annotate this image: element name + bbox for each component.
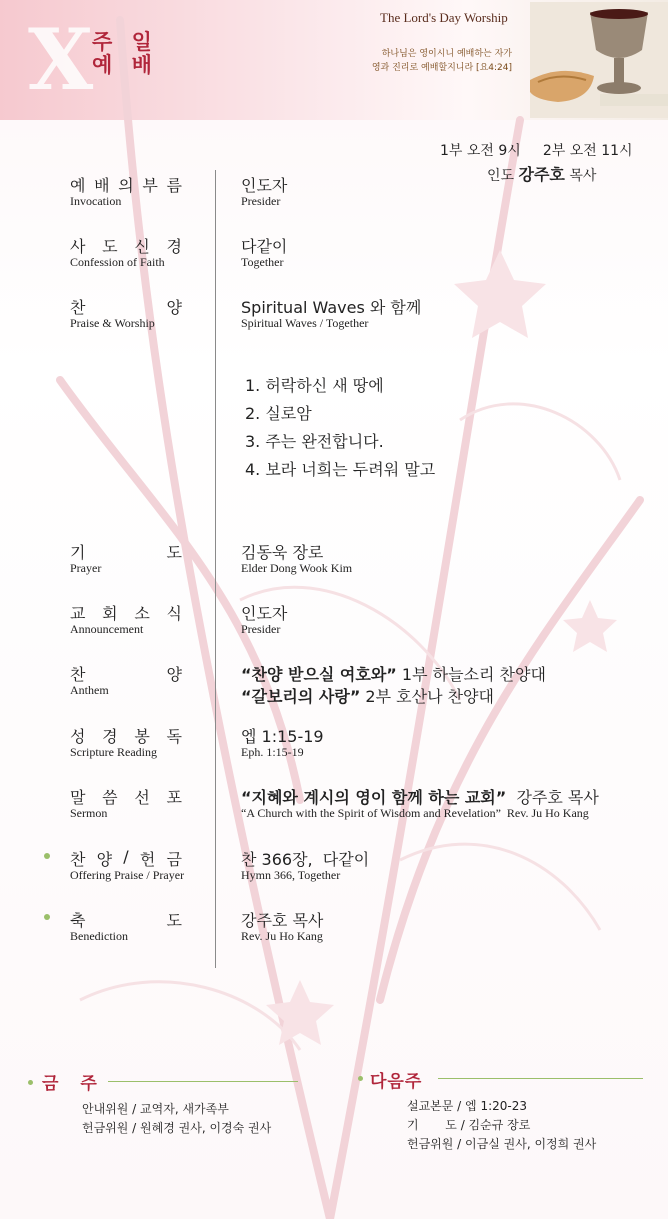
order-item-subdetail — [241, 194, 280, 209]
order-item-detail — [241, 785, 599, 808]
second-service-time: 2부 오전 11시 — [542, 143, 633, 159]
service-times — [440, 140, 655, 160]
subdetail-text: Elder Dong Wook Kim — [241, 561, 353, 575]
order-item-english-title: Invocation — [70, 194, 122, 208]
subdetail-text: Eph. 1:15-19 — [241, 745, 304, 759]
song-item: 3. 주는 완전합니다. — [245, 432, 384, 451]
order-item-korean-title — [70, 173, 182, 196]
title-character: 도 — [166, 911, 182, 930]
title-character: 도 — [102, 237, 118, 256]
order-item-korean-title — [70, 540, 182, 563]
service-leader — [487, 162, 596, 185]
detail-text: 강주호 목사 — [506, 788, 599, 807]
song-item: 2. 실로암 — [245, 404, 312, 423]
order-item-english-title: Benediction — [70, 929, 128, 943]
title-character: 양 — [166, 665, 182, 684]
detail-text: 인도자 — [241, 604, 288, 623]
order-divider-line — [215, 170, 216, 968]
title-character: 경 — [102, 727, 118, 746]
title-character: 축 — [70, 911, 86, 930]
next-week-title: 다음주 — [370, 1072, 423, 1092]
subdetail-text: Presider — [241, 194, 281, 208]
order-item-subdetail — [241, 316, 368, 331]
x-brush-mark: X — [28, 10, 94, 109]
order-item-subdetail — [241, 929, 323, 944]
subdetail-text: Presider — [241, 622, 281, 636]
detail-title-bold: “찬양 받으실 여호와” — [241, 665, 397, 684]
song-item: 4. 보라 너희는 두려워 말고 — [245, 460, 436, 479]
next-week-info — [407, 1097, 596, 1154]
title-character: 신 — [134, 237, 150, 256]
order-item-detail — [241, 540, 323, 563]
order-item-detail — [241, 847, 369, 870]
subdetail-text: Rev. Ju Ho Kang — [241, 929, 323, 943]
title-character: 배 — [94, 176, 110, 195]
title-character: 교 — [70, 604, 86, 623]
order-item-english-title: Prayer — [70, 561, 102, 575]
bullet-dot — [44, 853, 50, 859]
order-item-english-title: Anthem — [70, 683, 109, 697]
order-item-korean-title — [70, 295, 182, 318]
title-character: 름 — [166, 176, 182, 195]
title-character: 포 — [166, 788, 182, 807]
title-character: / — [123, 847, 129, 866]
detail-title-bold: “지혜와 계시의 영이 함께 하는 교회” — [241, 788, 507, 807]
order-item-korean-title — [70, 234, 182, 257]
detail-text: 김동욱 장로 — [241, 543, 324, 562]
title-character: 씀 — [102, 788, 118, 807]
next-week-bullet — [358, 1076, 363, 1081]
order-item-subdetail — [241, 745, 304, 760]
this-week-info — [82, 1100, 271, 1138]
praise-song-list — [245, 372, 435, 484]
ushers-line: 안내위원 / 교역자, 새가족부 — [82, 1102, 229, 1116]
detail-text: Spiritual Waves 와 함께 — [241, 298, 422, 317]
title-character: 경 — [166, 237, 182, 256]
detail-text: 찬 366장, 다같이 — [241, 850, 370, 869]
order-item-english-title: Scripture Reading — [70, 745, 157, 759]
order-item-detail — [241, 908, 323, 931]
title-character: 양 — [96, 850, 113, 869]
leader-prefix: 인도 — [487, 168, 515, 184]
title-character: 소 — [134, 604, 150, 623]
detail-text: 다같이 — [241, 237, 288, 256]
title-character: 찬 — [70, 298, 86, 317]
title-character: 찬 — [70, 665, 86, 684]
subdetail-text: 2부 호산나 찬양대 — [360, 687, 494, 706]
order-item-subdetail — [241, 561, 352, 576]
detail-text: 강주호 목사 — [241, 911, 324, 930]
order-item-subdetail — [241, 622, 280, 637]
next-week-rule — [438, 1078, 643, 1079]
order-item-english-title: Announcement — [70, 622, 144, 636]
order-item-detail — [241, 662, 546, 685]
order-item-detail — [241, 173, 287, 196]
offering-line: 헌금위원 / 원혜경 권사, 이경숙 권사 — [82, 1121, 272, 1135]
communion-cup-bread-icon — [530, 2, 668, 118]
order-item-subdetail — [241, 806, 589, 821]
page-title-english: The Lord's Day Worship — [380, 10, 508, 25]
sermon-text-line: 설교본문 / 엡 1:20-23 — [407, 1099, 527, 1113]
subdetail-text: Hymn 366, Together — [241, 868, 341, 882]
leader-suffix: 목사 — [569, 168, 597, 184]
verse-line-2: 영과 진리로 예배할지니라 [요4:24] — [371, 63, 512, 73]
title-character: 양 — [166, 298, 182, 317]
first-service-time: 1부 오전 9시 — [440, 143, 521, 159]
order-item-korean-title — [70, 601, 182, 624]
title-character: 찬 — [70, 850, 86, 869]
subdetail-text: “A Church with the Spirit of Wisdom and Revelation” Rev. Ju Ho Kang — [241, 806, 589, 820]
title-character: 도 — [166, 543, 182, 562]
title-character: 성 — [70, 727, 86, 746]
title-character: 예 — [70, 176, 86, 195]
order-item-english-title: Confession of Faith — [70, 255, 165, 269]
order-item-english-title: Offering Praise / Prayer — [70, 868, 185, 882]
detail-text: 엡 1:15-19 — [241, 727, 324, 746]
title-character: 선 — [134, 788, 150, 807]
subdetail-text: Together — [241, 255, 284, 269]
title-character: 독 — [166, 727, 182, 746]
order-item-subdetail — [241, 255, 283, 270]
title-line-1: 주 일 — [92, 29, 158, 54]
this-week-title: 금 주 — [42, 1074, 105, 1094]
title-line-2: 예 배 — [92, 52, 158, 77]
bullet-dot — [44, 914, 50, 920]
order-item-korean-title — [70, 785, 182, 808]
title-character: 의 — [118, 176, 134, 195]
order-item-detail — [241, 601, 287, 624]
title-character: 헌 — [139, 850, 156, 869]
page-title — [92, 30, 158, 76]
this-week-bullet — [28, 1080, 33, 1085]
detail-text: 1부 하늘소리 찬양대 — [396, 665, 546, 684]
order-item-detail — [241, 234, 287, 257]
title-character: 식 — [166, 604, 182, 623]
detail-text: 인도자 — [241, 176, 288, 195]
subdetail-title-bold: “갈보리의 사랑” — [241, 687, 361, 706]
title-character: 부 — [142, 176, 158, 195]
subdetail-text: Spiritual Waves / Together — [241, 316, 369, 330]
title-character: 금 — [166, 850, 182, 869]
prayer-line: 기 도 / 김순규 장로 — [407, 1118, 531, 1132]
order-item-english-title: Sermon — [70, 806, 108, 820]
song-item: 1. 허락하신 새 땅에 — [245, 376, 384, 395]
order-item-subdetail — [241, 868, 340, 883]
order-item-english-title: Praise & Worship — [70, 316, 155, 330]
order-item-korean-title — [70, 847, 182, 870]
order-item-detail — [241, 295, 421, 318]
title-character: 사 — [70, 237, 86, 256]
offering-line: 헌금위원 / 이금실 권사, 이정희 권사 — [407, 1137, 597, 1151]
this-week-rule — [108, 1081, 298, 1082]
order-item-detail — [241, 724, 324, 747]
title-character: 말 — [70, 788, 86, 807]
order-item-korean-title — [70, 908, 182, 931]
scripture-verse — [340, 47, 512, 75]
order-item-korean-title — [70, 724, 182, 747]
title-character: 기 — [70, 543, 86, 562]
title-character: 봉 — [134, 727, 150, 746]
title-character: 회 — [102, 604, 118, 623]
verse-line-1: 하나님은 영이시니 예배하는 자가 — [381, 49, 512, 59]
order-item-subdetail — [241, 684, 494, 707]
leader-name: 강주호 — [518, 165, 565, 184]
order-item-korean-title — [70, 662, 182, 685]
